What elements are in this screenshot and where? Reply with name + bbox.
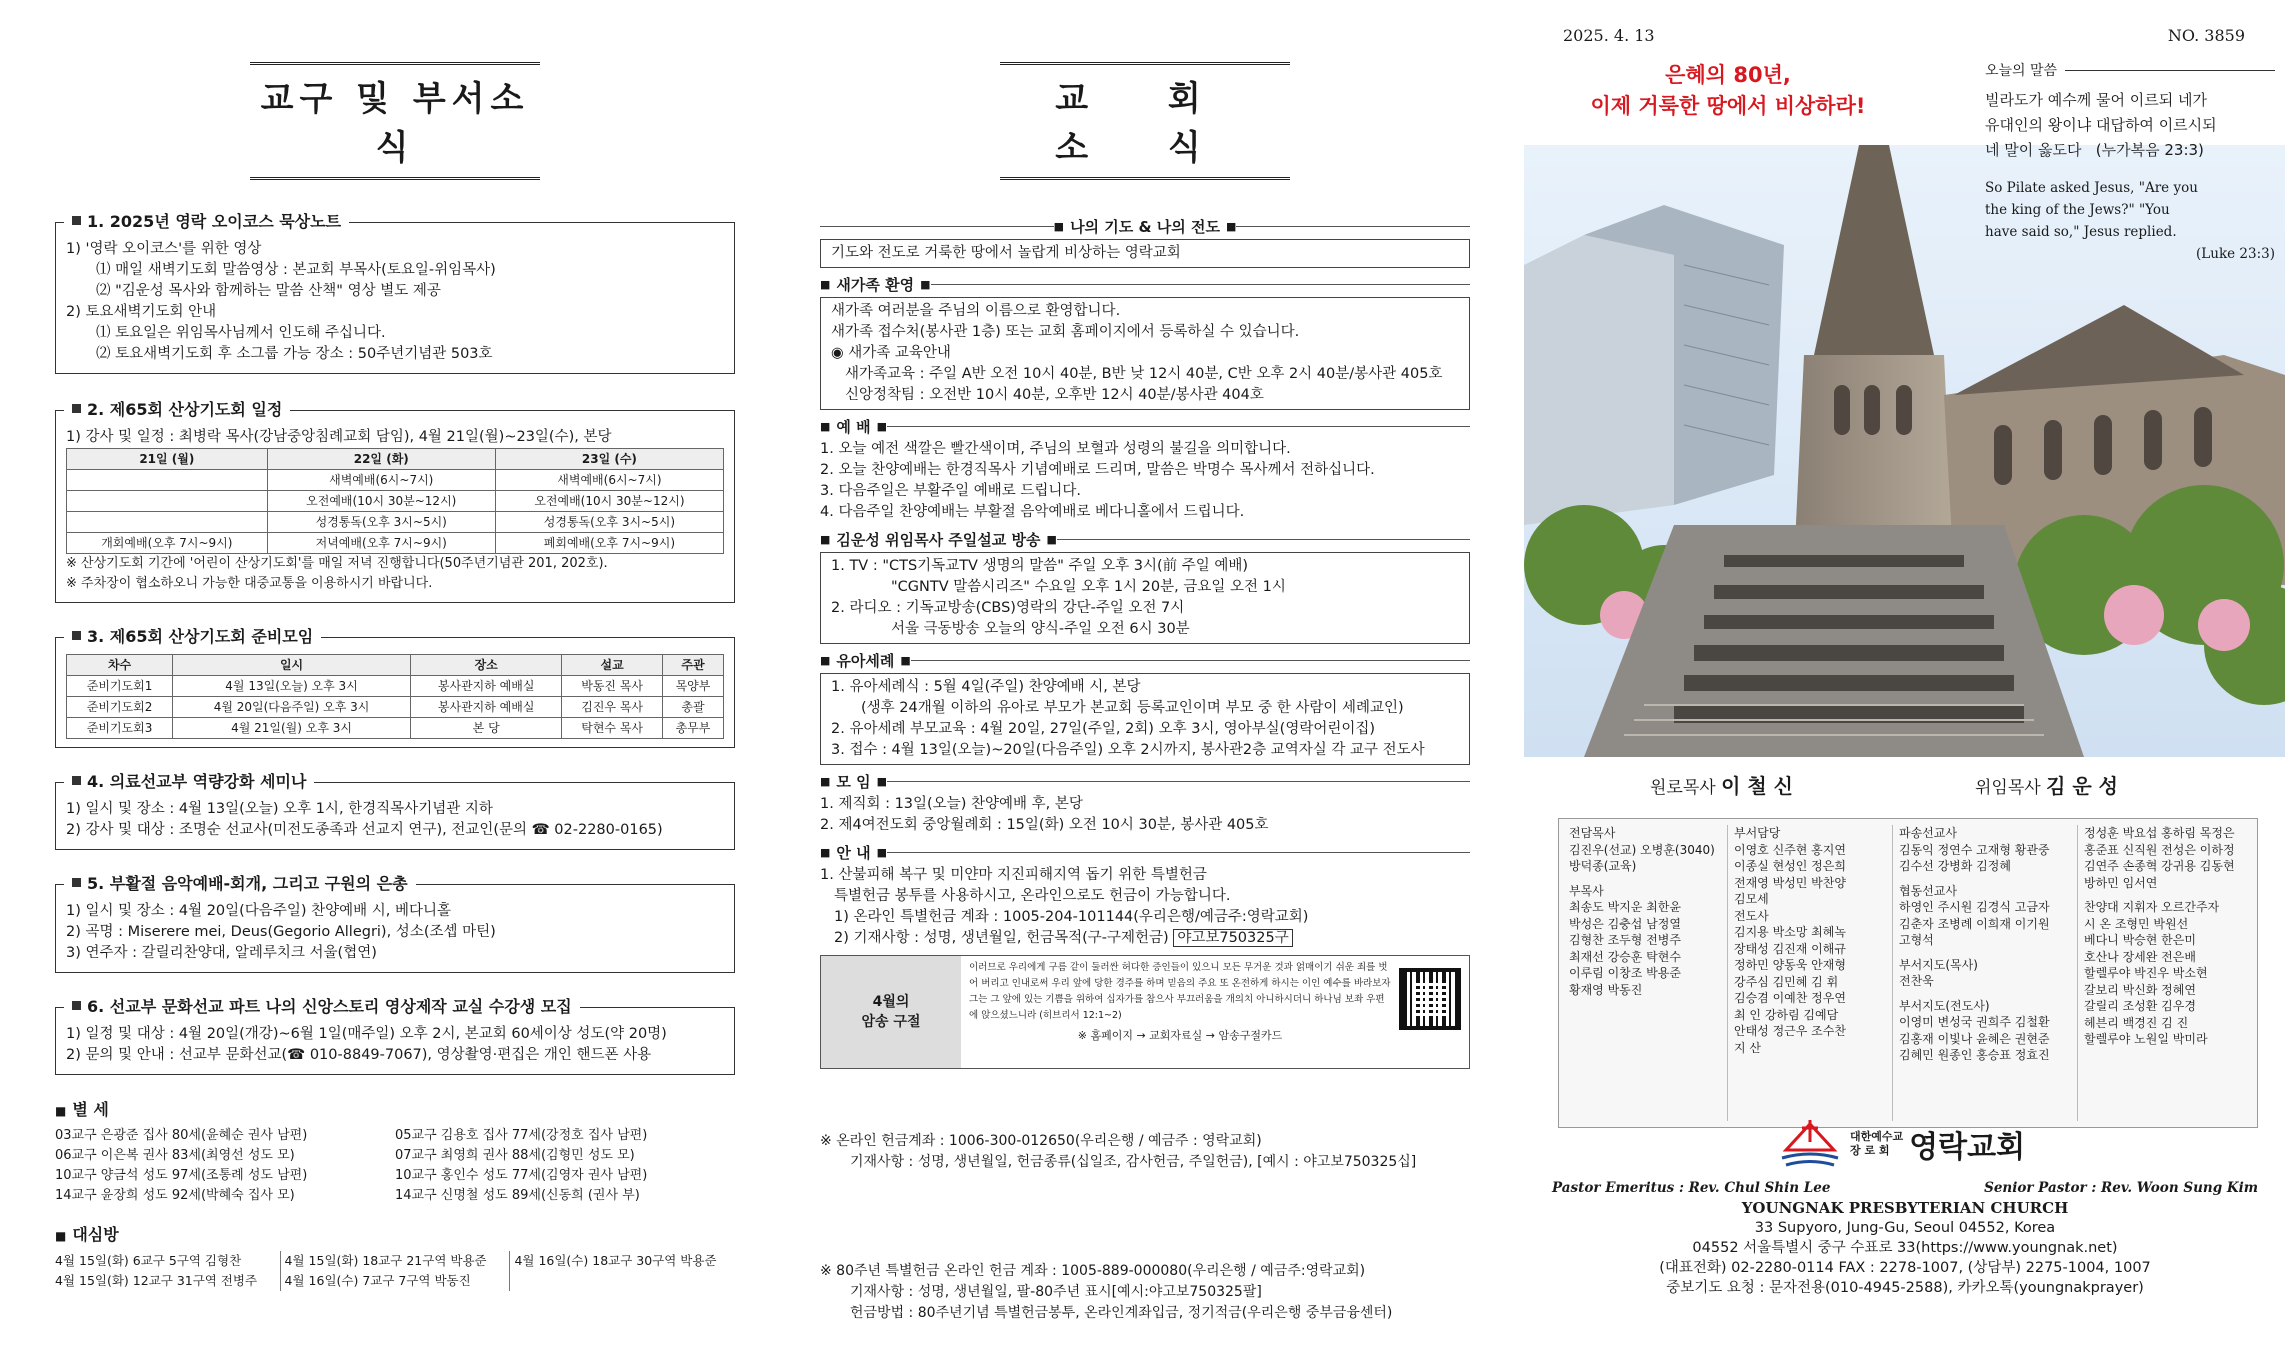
staff-line: 안태성 정근우 조수찬 xyxy=(1734,1024,1846,1038)
text-line: 2. 라디오 : 기독교방송(CBS)영락의 강단-주일 오전 7시 xyxy=(831,600,1185,616)
text-line: 특별헌금 봉투를 사용하시고, 온라인으로도 헌금이 가능합니다. xyxy=(834,888,1231,904)
prayer-box xyxy=(820,239,1470,268)
text-line: 새가족교육 : 주일 A반 오전 10시 40분, B반 낮 12시 40분, C반 오후 2시 40분/봉사관 405호 xyxy=(845,366,1443,382)
list-item: 07교구 최영희 권사 88세(김형민 성도 모) xyxy=(395,1148,635,1163)
section-video-class xyxy=(55,997,735,1075)
heading-label: 안 내 xyxy=(836,844,871,862)
meeting-heading: ■ 모 임 ■ xyxy=(820,771,1470,792)
issue-number: NO. 3859 xyxy=(2167,26,2245,45)
senior-pastor xyxy=(1975,770,2118,799)
text-line: 새가족 여러분을 주님의 이름으로 환영합니다. xyxy=(831,303,1121,319)
meeting-list xyxy=(820,794,1470,836)
table-cell xyxy=(67,512,268,533)
section-medical-seminar xyxy=(55,772,735,850)
section-title: 4. 의료선교부 역량강화 세미나 xyxy=(64,771,314,792)
table-cell: 폐회예배(오후 7시~9시) xyxy=(495,533,723,554)
staff-line: 최송도 박지운 최한윤 xyxy=(1569,900,1681,914)
staff-line: 김진우(선교) 오병훈(3040) xyxy=(1569,842,1715,857)
list-item: 05교구 김용호 집사 77세(강정호 집사 남편) xyxy=(395,1128,648,1143)
address-en: 33 Supyoro, Jung-Gu, Seoul 04552, Korea xyxy=(1754,1220,2056,1236)
staff-line: 김혜민 원종인 홍승표 정효진 xyxy=(1899,1048,2050,1062)
pastor-name: 김 운 성 xyxy=(2046,774,2118,798)
staff-line: 파송선교사 xyxy=(1899,826,1957,840)
text-line: 2. 오늘 찬양예배는 한경직목사 기념예배로 드리며, 말씀은 박명수 목사께서 전하십니다. xyxy=(820,462,1375,478)
staff-line xyxy=(1899,875,2071,883)
pastor-name: 이 철 신 xyxy=(1721,774,1793,798)
text-line: 2) 곡명 : Miserere mei, Deus(Gegorio Allegri), 성소(조셉 마틴) xyxy=(66,924,496,940)
text-line: ⑴ 매일 새벽기도회 말씀영상 : 본교회 부목사(토요일-위임목사) xyxy=(96,262,496,278)
section-prep-meeting xyxy=(55,627,735,748)
prep-meeting-table xyxy=(66,654,724,739)
staff-line: 할렐루야 박진우 박소현 xyxy=(2084,966,2208,980)
text-line: ◉ 새가족 교육안내 xyxy=(831,345,951,361)
broadcast-heading: ■ 김운성 위임목사 주일설교 방송 ■ xyxy=(820,529,1470,550)
section-oikos xyxy=(55,212,735,374)
list-item: 10교구 양금석 성도 97세(조통례 성도 남편) xyxy=(55,1168,308,1183)
memory-verse-link[interactable]: ※ 홈페이지 → 교회자료실 → 암송구절카드 xyxy=(1077,1029,1283,1042)
verse-line: 네 말이 옳도다 xyxy=(1985,141,2082,159)
staff-line: 정하민 양동욱 안재형 xyxy=(1734,958,1846,972)
page-title-parish: 교구 및 부서소식 xyxy=(250,62,540,180)
staff-line: 김형찬 조두형 전병주 xyxy=(1569,933,1681,947)
text-line: ※ 80주년 특별헌금 온라인 헌금 계좌 : 1005-889-000080(우리은행 / 예금주:영락교회) xyxy=(820,1263,1366,1279)
qr-code-icon[interactable] xyxy=(1399,968,1461,1030)
todays-verse xyxy=(1985,60,2275,265)
table-cell: 개회예배(오후 7시~9시) xyxy=(67,533,268,554)
table-cell: 4월 20일(다음주일) 오후 3시 xyxy=(173,697,411,718)
logo-sub: 장 로 회 xyxy=(1850,1144,1890,1157)
obituary-list xyxy=(55,1126,735,1206)
table-row xyxy=(67,512,724,533)
staff-line: 장태성 김진재 이해규 xyxy=(1734,941,1846,956)
text-line: 기도와 전도로 거룩한 땅에서 놀랍게 비상하는 영락교회 xyxy=(831,245,1181,261)
text-line: 신앙정착팀 : 오전반 10시 40분, 오후반 12시 40분/봉사관 404호 xyxy=(845,387,1264,403)
table-row xyxy=(67,697,724,718)
verse-reference: (누가복음 23:3) xyxy=(2095,141,2204,159)
staff-line: 헤븐리 백경진 김 진 xyxy=(2084,1015,2189,1030)
table-cell: 4월 15일(화) 18교구 21구역 박용준 xyxy=(280,1251,510,1271)
table-row xyxy=(67,491,724,512)
table-cell xyxy=(67,470,268,491)
list-item: 10교구 홍인수 성도 77세(김영자 권사 남편) xyxy=(395,1168,648,1183)
text-line: 1. 유아세례식 : 5월 4일(주일) 찬양예배 시, 본당 xyxy=(831,679,1141,695)
table-row xyxy=(55,1271,735,1291)
table-header: 23일 (수) xyxy=(495,449,723,470)
text-line: 3) 연주자 : 갈릴리찬양대, 알레루치크 서울(협연) xyxy=(66,945,377,961)
staff-line xyxy=(2084,891,2247,899)
visit-table xyxy=(55,1251,735,1291)
section-title: 1. 2025년 영락 오이코스 묵상노트 xyxy=(64,211,349,232)
verse-line: have said so," Jesus replied. xyxy=(1985,224,2177,240)
staff-line: 부서지도(전도사) xyxy=(1899,998,1990,1013)
slogan xyxy=(1563,60,1893,122)
staff-line: 김연주 손종혁 강귀용 김동현 xyxy=(2084,859,2235,873)
section-easter-music xyxy=(55,874,735,973)
staff-line xyxy=(1899,990,2071,998)
staff-line: 김춘자 조병례 이희재 이기원 xyxy=(1899,916,2050,931)
section-title: 2. 제65회 산상기도회 일정 xyxy=(64,399,290,420)
table-cell: 봉사관지하 예배실 xyxy=(410,697,561,718)
table-cell: 새벽예배(6시~7시) xyxy=(495,470,723,491)
staff-line: 이종실 현성인 정은희 xyxy=(1734,859,1846,873)
table-row xyxy=(67,676,724,697)
staff-line: 협동선교사 xyxy=(1899,883,1957,898)
church-footer xyxy=(1540,1178,2270,1298)
staff-col xyxy=(1563,825,1728,1121)
text-line: (생후 24개월 이하의 유아로 부모가 본교회 등록교인이며 부모 중 한 사람이 세례교인) xyxy=(861,700,1404,716)
staff-line: 지 산 xyxy=(1734,1040,1761,1055)
list-item: 14교구 신명철 성도 89세(신동희 (권사 부) xyxy=(395,1188,640,1203)
text-line: 2) 토요새벽기도회 안내 xyxy=(66,304,217,320)
text-line: 1. 오늘 예전 색깔은 빨간색이며, 주님의 보혈과 성령의 불길을 의미합니다. xyxy=(820,441,1291,457)
staff-line xyxy=(1569,875,1721,883)
staff-line: 김승겸 이예찬 정우연 xyxy=(1734,991,1846,1005)
column-parish-news xyxy=(55,0,735,1346)
church-logo-icon xyxy=(1780,1120,1840,1168)
table-cell xyxy=(67,491,268,512)
staff-directory xyxy=(1558,818,2258,1128)
note-line: ※ 산상기도회 기간에 '어린이 산상기도회'를 매일 저녁 진행합니다(50주년기념관 201, 202호). xyxy=(66,556,608,571)
page-title-church: 교 회 소 식 xyxy=(1000,62,1290,180)
notice-list xyxy=(820,865,1470,949)
slogan-line: 은혜의 80년, xyxy=(1665,63,1791,87)
staff-line: 부목사 xyxy=(1569,883,1604,898)
text-line: ⑵ "김운성 목사와 함께하는 말씀 산책" 영상 별도 제공 xyxy=(96,283,441,299)
staff-col xyxy=(2078,825,2253,1121)
example-code: 야고보750325구 xyxy=(1173,929,1292,947)
table-header: 일시 xyxy=(173,655,411,676)
pastor-title: 위임목사 xyxy=(1975,778,2041,798)
verse-korean xyxy=(1985,88,2275,163)
note-line: ※ 주차장이 협소하오니 가능한 대중교통을 이용하시기 바랍니다. xyxy=(66,576,433,591)
phone-info: (대표전화) 02-2280-0114 FAX : 2278-1007, (상담부) 2275-1004, 1007 xyxy=(1659,1260,2151,1276)
staff-line: 고형석 xyxy=(1899,933,1934,947)
table-header: 설교 xyxy=(562,655,663,676)
staff-line: 전재영 박성민 박찬양 xyxy=(1734,875,1846,890)
table-cell: 준비기도회2 xyxy=(67,697,173,718)
text-line: ※ 온라인 헌금계좌 : 1006-300-012650(우리은행 / 예금주 : 영락교회) xyxy=(820,1133,1262,1149)
worship-heading: ■ 예 배 ■ xyxy=(820,416,1470,437)
text-line: 1) 온라인 특별헌금 계좌 : 1005-204-101144(우리은행/예금주:영락교회) xyxy=(834,909,1309,925)
list-item: 14교구 윤장희 성도 92세(박혜숙 집사 모) xyxy=(55,1188,295,1203)
worship-list xyxy=(820,439,1470,523)
staff-line: 전도사 xyxy=(1734,908,1769,923)
heading-label: 예 배 xyxy=(836,418,871,436)
text-line: 1) '영락 오이코스'를 위한 영상 xyxy=(66,241,262,257)
section-title: 6. 선교부 문화선교 파트 나의 신앙스토리 영상제작 교실 수강생 모집 xyxy=(64,996,580,1017)
table-cell xyxy=(510,1271,735,1291)
table-cell: 4월 13일(오늘) 오후 3시 xyxy=(173,676,411,697)
verse-label: 오늘의 말씀 xyxy=(1985,63,2058,79)
staff-line: 시 온 조형민 박원선 xyxy=(2084,916,2189,931)
staff-line: 강주심 김민혜 김 휘 xyxy=(1734,974,1839,989)
church-logo xyxy=(1780,1120,2025,1168)
table-cell: 저녁예배(오후 7시~9시) xyxy=(267,533,495,554)
online-offering xyxy=(820,1131,1470,1173)
text-line: 헌금방법 : 80주년기념 특별헌금봉투, 온라인계좌입금, 정기적금(우리은행 중부금융센터) xyxy=(850,1305,1393,1321)
memory-verse-label xyxy=(821,956,961,1068)
prayer-schedule-table xyxy=(66,448,724,554)
text-line: 2) 문의 및 안내 : 선교부 문화선교(☎ 010-8849-7067), 영상촬영·편집은 개인 핸드폰 사용 xyxy=(66,1047,652,1063)
verse-label-row xyxy=(1985,60,2275,80)
slogan-line: 이제 거룩한 땅에서 비상하라! xyxy=(1590,94,1866,118)
staff-line: 김모세 xyxy=(1734,892,1769,906)
notice-heading: ■ 안 내 ■ xyxy=(820,842,1470,863)
staff-line: 김수선 강병화 김정혜 xyxy=(1899,859,2011,873)
table-cell: 탁현수 목사 xyxy=(562,718,663,739)
table-cell: 오전예배(10시 30분~12시) xyxy=(495,491,723,512)
table-cell: 봉사관지하 예배실 xyxy=(410,676,561,697)
table-cell: 4월 15일(화) 12교구 31구역 전병주 xyxy=(55,1271,280,1291)
staff-line: 박성은 김충섭 남정열 xyxy=(1569,916,1681,931)
staff-col xyxy=(1728,825,1893,1121)
text-line: 1. 산불피해 복구 및 미얀마 지진피해지역 돕기 위한 특별헌금 xyxy=(820,867,1207,883)
table-cell: 4월 16일(수) 7교구 7구역 박동진 xyxy=(280,1271,510,1291)
text-line: 1) 일시 및 장소 : 4월 20일(다음주일) 찬양예배 시, 베다니홀 xyxy=(66,903,451,919)
staff-line: 방하민 임서연 xyxy=(2084,875,2158,890)
staff-line: 호산나 장세완 전은배 xyxy=(2084,949,2196,964)
heading-label: 모 임 xyxy=(836,773,871,791)
staff-line: 이영호 신주현 홍지연 xyxy=(1734,842,1846,857)
table-cell: 총무부 xyxy=(662,718,723,739)
staff-line: 베다니 박승현 한은미 xyxy=(2084,933,2196,947)
staff-line: 홍준표 신직원 전성은 이하정 xyxy=(2084,842,2235,857)
table-cell: 본 당 xyxy=(410,718,561,739)
verse-english xyxy=(1985,177,2275,265)
welcome-heading: ■ 새가족 환영 ■ xyxy=(820,274,1470,295)
heading-label: 김운성 위임목사 주일설교 방송 xyxy=(836,531,1041,549)
staff-line: 정성훈 박요섭 홍하림 목정은 xyxy=(2084,826,2235,840)
label-line: 4월의 xyxy=(872,994,910,1010)
text-line: "CGNTV 말씀시리즈" 수요일 오후 1시 20분, 금요일 오전 1시 xyxy=(891,579,1286,595)
heading-label: 나의 기도 & 나의 전도 xyxy=(1070,218,1220,236)
text-line: 2) 강사 및 대상 : 조명순 선교사(미전도종족과 선교지 연구), 전교인(문의 ☎ 02-2280-0165) xyxy=(66,822,663,838)
logo-text: 영락교회 xyxy=(1909,1130,2026,1165)
text-line: 2) 기재사항 : 성명, 생년월일, 헌금목적(구-구제헌금) xyxy=(834,930,1169,946)
text-line: 1. TV : "CTS기독교TV 생명의 말씀" 주일 오후 3시(前 주일 예배) xyxy=(831,558,1249,574)
table-header: 장소 xyxy=(410,655,561,676)
table-cell: 4월 16일(수) 18교구 30구역 박용준 xyxy=(514,1253,717,1268)
text-line: 1. 제직회 : 13일(오늘) 찬양예배 후, 본당 xyxy=(820,796,1083,812)
text-line: 2. 제4여전도회 중앙월례회 : 15일(화) 오전 10시 30분, 봉사관 405호 xyxy=(820,817,1269,833)
section-title: 5. 부활절 음악예배-회개, 그리고 구원의 은총 xyxy=(64,873,416,894)
staff-line: 갈릴리 조성환 김우경 xyxy=(2084,999,2196,1013)
table-cell: 목양부 xyxy=(662,676,723,697)
staff-line: 김동익 정연수 고재형 황관중 xyxy=(1899,842,2050,857)
label-line: 암송 구절 xyxy=(861,1014,921,1030)
logo-sub: 대한예수교 xyxy=(1850,1130,1904,1143)
table-cell: 4월 21일(월) 오후 3시 xyxy=(173,718,411,739)
list-item: 06교구 이은복 권사 83세(최영선 성도 모) xyxy=(55,1148,295,1163)
staff-line: 이영미 변성국 권희주 김철환 xyxy=(1899,1015,2050,1029)
pastor-emeritus xyxy=(1650,770,1793,799)
pastor-en: Pastor Emeritus : Rev. Chul Shin Lee xyxy=(1552,1180,1831,1196)
section-title: 3. 제65회 산상기도회 준비모임 xyxy=(64,626,321,647)
obituary-heading: ■ 별 세 xyxy=(55,1097,735,1120)
visit-heading: ■ 대심방 xyxy=(55,1222,735,1245)
text-line: 서울 극동방송 오늘의 양식-주일 오전 6시 30분 xyxy=(891,621,1190,637)
table-cell: 총괄 xyxy=(662,697,723,718)
staff-line: 전담목사 xyxy=(1569,826,1616,840)
memory-verse-text: 이러므로 우리에게 구름 같이 둘러싼 허다한 증인들이 있으니 모든 무거운 것과 얽매이기 쉬운 죄를 벗어 버리고 인내로써 우리 앞에 당한 경주를 하며 믿음의 주요 또 온전하게 하시는 이인 예수를 바라보자 그는 그 앞에 있는 기쁨을 위하여 십자가를 참으사 부끄러움을 개의치 아니하시더니 하나님 보좌 우편에 앉으셨느니라 (히브리서 12:1~2) xyxy=(969,962,1391,1021)
heading-label: 새가족 환영 xyxy=(836,276,915,294)
staff-line: 방덕종(교육) xyxy=(1569,859,1637,873)
verse-line: So Pilate asked Jesus, "Are you xyxy=(1985,180,2198,196)
table-cell: 준비기도회1 xyxy=(67,676,173,697)
staff-line: 전찬욱 xyxy=(1899,974,1934,988)
table-row xyxy=(67,533,724,554)
pastor-title: 원로목사 xyxy=(1650,778,1716,798)
table-header: 주관 xyxy=(662,655,723,676)
staff-line: 김지용 박소망 최혜녹 xyxy=(1734,925,1846,939)
staff-line: 부서담당 xyxy=(1734,826,1781,840)
table-cell: 김진우 목사 xyxy=(562,697,663,718)
text-line: 1) 강사 및 일정 : 최병락 목사(강남중앙침례교회 담임), 4월 21일(월)~23일(수), 본당 xyxy=(66,429,612,445)
pastor-en: Senior Pastor : Rev. Woon Sung Kim xyxy=(1984,1180,2258,1196)
welcome-box xyxy=(820,297,1470,410)
staff-line: 갈보리 박신화 정혜연 xyxy=(2084,982,2196,997)
table-header: 차수 xyxy=(67,655,173,676)
staff-col xyxy=(1893,825,2078,1121)
staff-line: 하영인 주시원 김경식 고금자 xyxy=(1899,900,2050,914)
baptism-box xyxy=(820,673,1470,765)
verse-line: 유대인의 왕이냐 대답하여 이르시되 xyxy=(1985,116,2217,134)
staff-line: 황재영 박동진 xyxy=(1569,982,1643,997)
text-line: 새가족 접수처(봉사관 1층) 또는 교회 홈페이지에서 등록하실 수 있습니다. xyxy=(831,324,1300,340)
table-cell: 박동진 목사 xyxy=(562,676,663,697)
text-line: 1) 일시 및 장소 : 4월 13일(오늘) 오후 1시, 한경직목사기념관 지하 xyxy=(66,801,493,817)
table-cell: 4월 15일(화) 6교구 5구역 김형찬 xyxy=(55,1251,280,1271)
address-kr: 04552 서울특별시 중구 수표로 33(https://www.youngnak.net) xyxy=(1692,1240,2118,1256)
memory-verse-box xyxy=(820,955,1470,1069)
staff-line xyxy=(1899,949,2071,957)
verse-line: the king of the Jews?" "You xyxy=(1985,202,2170,218)
staff-line: 이루림 이창조 박용준 xyxy=(1569,966,1681,980)
table-cell: 새벽예배(6시~7시) xyxy=(267,470,495,491)
staff-line: 찬양대 지휘자 오르간주자 xyxy=(2084,900,2220,914)
prayer-request: 중보기도 요청 : 문자전용(010-4945-2588), 카카오톡(youngnakprayer) xyxy=(1666,1280,2144,1296)
table-cell: 준비기도회3 xyxy=(67,718,173,739)
heading-label: 유아세례 xyxy=(836,652,895,670)
staff-line: 부서지도(목사) xyxy=(1899,957,1978,972)
staff-line: 할렐루야 노원일 박미라 xyxy=(2084,1032,2208,1046)
issue-date: 2025. 4. 13 xyxy=(1563,26,1655,45)
verse-reference: (Luke 23:3) xyxy=(2196,246,2275,262)
text-line: 4. 다음주일 찬양예배는 부활절 음악예배로 베다니홀에서 드립니다. xyxy=(820,504,1245,520)
text-line: ⑴ 토요일은 위임목사님께서 인도해 주십니다. xyxy=(96,325,386,341)
list-item: 03교구 은광준 집사 80세(윤혜순 권사 남편) xyxy=(55,1128,308,1143)
text-line: 3. 접수 : 4월 13일(오늘)~20일(다음주일) 오후 2시까지, 봉사관2층 교역자실 각 교구 전도사 xyxy=(831,742,1425,758)
text-line: 기재사항 : 성명, 생년월일, 팔-80주년 표시[예시:야고보750325팔] xyxy=(850,1284,1262,1300)
section-mountain-prayer xyxy=(55,400,735,603)
text-line: 2. 유아세례 부모교육 : 4월 20일, 27일(주일, 2회) 오후 3시, 영아부실(영락어린이집) xyxy=(831,721,1376,737)
prayer-heading: ■ 나의 기도 & 나의 전도 ■ xyxy=(820,216,1470,237)
table-header: 22일 (화) xyxy=(267,449,495,470)
table-row xyxy=(55,1251,735,1271)
broadcast-box xyxy=(820,552,1470,644)
staff-line: 최재선 강승훈 탁현수 xyxy=(1569,949,1681,964)
text-line: 3. 다음주일은 부활주일 예배로 드립니다. xyxy=(820,483,1081,499)
church-name-en: YOUNGNAK PRESBYTERIAN CHURCH xyxy=(1741,1199,2069,1217)
staff-line: 김홍재 이빛나 윤혜은 권현준 xyxy=(1899,1031,2050,1046)
text-line: 1) 일정 및 대상 : 4월 20일(개강)~6월 1일(매주일) 오후 2시, 본교회 60세이상 성도(약 20명) xyxy=(66,1026,667,1042)
table-cell: 성경통독(오후 3시~5시) xyxy=(495,512,723,533)
table-header: 21일 (월) xyxy=(67,449,268,470)
baptism-heading: ■ 유아세례 ■ xyxy=(820,650,1470,671)
text-line: ⑵ 토요새벽기도회 후 소그룹 가능 장소 : 50주년기념관 503호 xyxy=(96,346,493,362)
anniversary-offering xyxy=(820,1261,1470,1324)
verse-line: 빌라도가 예수께 물어 이르되 네가 xyxy=(1985,91,2207,109)
text-line: 기재사항 : 성명, 생년월일, 헌금종류(십일조, 감사헌금, 주일헌금), [예시 : 야고보750325십] xyxy=(850,1154,1417,1170)
table-row xyxy=(67,718,724,739)
column-church-news xyxy=(820,0,1470,1346)
table-row xyxy=(67,470,724,491)
staff-line: 최 인 강하림 김예담 xyxy=(1734,1007,1839,1022)
table-cell: 성경통독(오후 3시~5시) xyxy=(267,512,495,533)
table-cell: 오전예배(10시 30분~12시) xyxy=(267,491,495,512)
